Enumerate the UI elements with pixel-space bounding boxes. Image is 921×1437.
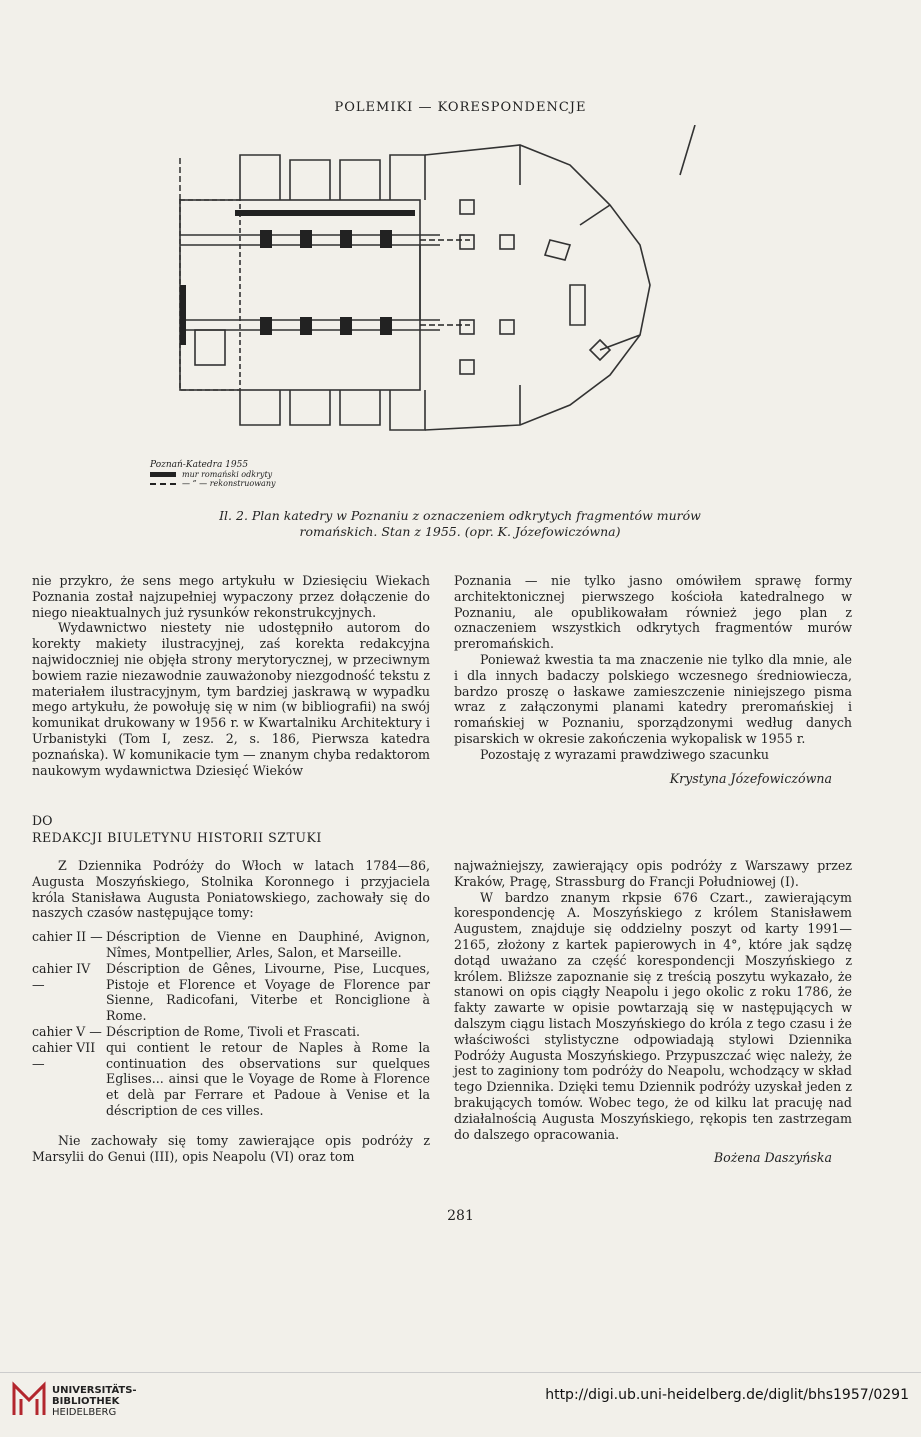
recipient-heading: REDAKCJI BIULETYNU HISTORII SZTUKI xyxy=(32,830,322,845)
library-name-line3: HEIDELBERG xyxy=(52,1407,117,1418)
library-name xyxy=(52,1385,137,1418)
legend-title: Poznań-Katedra 1955 xyxy=(150,460,249,470)
letter2-right-column xyxy=(454,858,852,1166)
paragraph: W bardzo znanym rkpsie 676 Czart., zawierającym korespondencję A. Moszyńskiego z królem Stanisławem Augustem, znajduje się oddzielny poszyt od karty 1991—2165, złożony z kartek papierowych in 4°, które jak sądzę dotąd uważano za część korespondencji Moszyńskiego z królem. Bliższe zapoznanie się z treścią poszytu wykazało, że stanowi on opis ciągły Neapolu i jego okolic z roku 1786, że fakty zawarte w opisie powtarzają się w następujących w dalszym ciągu listach Moszyńskiego do króla z tego czasu i że właściwości stylistyczne odpowiadają stylowi Dziennika Podróży Augusta Moszyńskiego. Przypuszczać więc należy, że jest to zaginiony tom podróży do Neapolu, wchodzący w skład tego Dziennika. Dzięki temu Dziennik podróży uzyskał jeden z brakujących tomów. Wobec tego, że od kilku lat pracuję nad działalnością Augusta Moszyńskiego, rękopis ten zastrzegam do dalszego opracowania. xyxy=(454,889,852,1142)
paragraph: Z Dziennika Podróży do Włoch w latach 1784—86, Augusta Moszyńskiego, Stolnika Koronnego i przyjaciela króla Stanisława Augusta Poniatowskiego, zachowały się do naszych czasów następujące tomy: xyxy=(32,858,430,921)
cahier-entry xyxy=(32,1024,430,1040)
cahier-text: Déscription de Gênes, Livourne, Pise, Lucques, Pistoje et Florence et Voyage de Florence par Sienne, Radicofani, Viterbe et Ronciglione à Rome. xyxy=(106,960,430,1024)
signature-daszynska: Bożena Daszyńska xyxy=(713,1150,832,1166)
caption-line-2: romańskich. Stan z 1955. (opr. K. Józefowiczówna) xyxy=(299,524,621,539)
page-number: 281 xyxy=(447,1208,474,1224)
letter2-left-column xyxy=(32,858,430,1164)
paragraph: Wydawnictwo niestety nie udostępniło autorom do korekty makiety ilustracyjnej, zaś korekta redakcyjna najwidoczniej nie objęła strony merytorycznej, w przeciwnym bowiem razie niezawodnie zauważonoby niezgodność tekstu z materiałem ilustracyjnym, tym bardziej jaskrawą w wypadku mego artykułu, że powołuję się w nim (w bibliografii) na swój komunikat drukowany w 1956 r. w Kwartalniku Architektury i Urbanistyki (Tom I, zesz. 2, s. 186, Pierwsza katedra poznańska). W komunikacie tym — znanym chyba redaktorom naukowym wydawnictwa Dziesięć Wieków xyxy=(32,620,430,778)
cahier-label: cahier IV — xyxy=(32,960,91,992)
letter2-heading xyxy=(32,812,322,846)
library-name-line2: BIBLIOTHEK xyxy=(52,1396,120,1407)
legend-row2-label: — ” — rekonstruowany xyxy=(182,479,276,488)
to-line: DO xyxy=(32,813,53,828)
cahier-text: qui contient le retour de Naples à Rome la continuation des observations sur quelques Eglises... ainsi que le Voyage de Rome à Florence et delà par Ferrare et Padoue à Venise et la déscription de ces villes. xyxy=(106,1039,430,1118)
paragraph: najważniejszy, zawierający opis podróży z Warszawy przez Kraków, Pragę, Strassburg do Francji Południowej (I). xyxy=(454,858,852,889)
paragraph: Pozostaję z wyrazami prawdziwego szacunku xyxy=(480,746,769,762)
paragraph: Poznania — nie tylko jasno omówiłem sprawę formy architektonicznej pierwszego kościoła katedralnego w Poznaniu, ale opublikowałam również jego plan z oznaczeniem wszystkich odkrytych fragmentów murów preromańskich. xyxy=(454,573,852,652)
library-logo-icon xyxy=(10,1381,48,1419)
figure-caption xyxy=(110,508,810,540)
caption-line-1: Il. 2. Plan katedry w Poznaniu z oznaczeniem odkrytych fragmentów murów xyxy=(219,508,701,523)
source-url-link[interactable]: http://digi.ub.uni-heidelberg.de/diglit/bhs1957/0291 xyxy=(545,1387,909,1403)
cathedral-floor-plan xyxy=(140,125,760,475)
running-header: POLEMIKI — KORESPONDENCJE xyxy=(334,100,587,115)
paragraph: Ponieważ kwestia ta ma znaczenie nie tylko dla mnie, ale i dla innych badaczy polskiego wczesnego średniowiecza, bardzo proszę o łaskawe zamieszczenie niniejszego pisma wraz z załączonymi planami katedry preromańskiej i romańskiej w Poznaniu, sporządzonymi według danych pisarskich w okresie zakończenia wykopalisk w 1955 r. xyxy=(454,651,852,746)
cahier-label: cahier VII — xyxy=(32,1039,96,1071)
letter1-right-column xyxy=(454,573,852,786)
paragraph: Nie zachowały się tomy zawierające opis podróży z Marsylii do Genui (III), opis Neapolu (VI) oraz tom xyxy=(32,1132,430,1164)
plan-legend xyxy=(150,460,276,488)
cahier-label: cahier V — xyxy=(32,1023,102,1039)
cahier-text: Déscription de Rome, Tivoli et Frascati. xyxy=(106,1023,361,1039)
cahier-entry xyxy=(32,1040,430,1119)
library-name-line1: UNIVERSITÄTS- xyxy=(52,1385,137,1396)
legend-row1-label: mur romański odkryty xyxy=(182,470,273,479)
signature-jozefowiczowna: Krystyna Józefowiczówna xyxy=(669,770,832,786)
library-footer xyxy=(0,1372,921,1421)
letter1-left-column xyxy=(32,573,430,778)
cahier-entry xyxy=(32,929,430,961)
legend-row-reconstructed xyxy=(150,479,276,488)
cahier-text: Déscription de Vienne en Dauphiné, Avignon, Nîmes, Montpellier, Arles, Salon, et Marseille. xyxy=(106,929,430,960)
cahier-label: cahier II — xyxy=(32,929,103,945)
paragraph: nie przykro, że sens mego artykułu w Dziesięciu Wiekach Poznania został najzupełniej wypaczony przez dołączenie do niego nieaktualnych już rysunków rekonstrukcyjnych. xyxy=(32,573,430,620)
cahier-entry xyxy=(32,961,430,1024)
legend-row-discovered xyxy=(150,470,276,479)
